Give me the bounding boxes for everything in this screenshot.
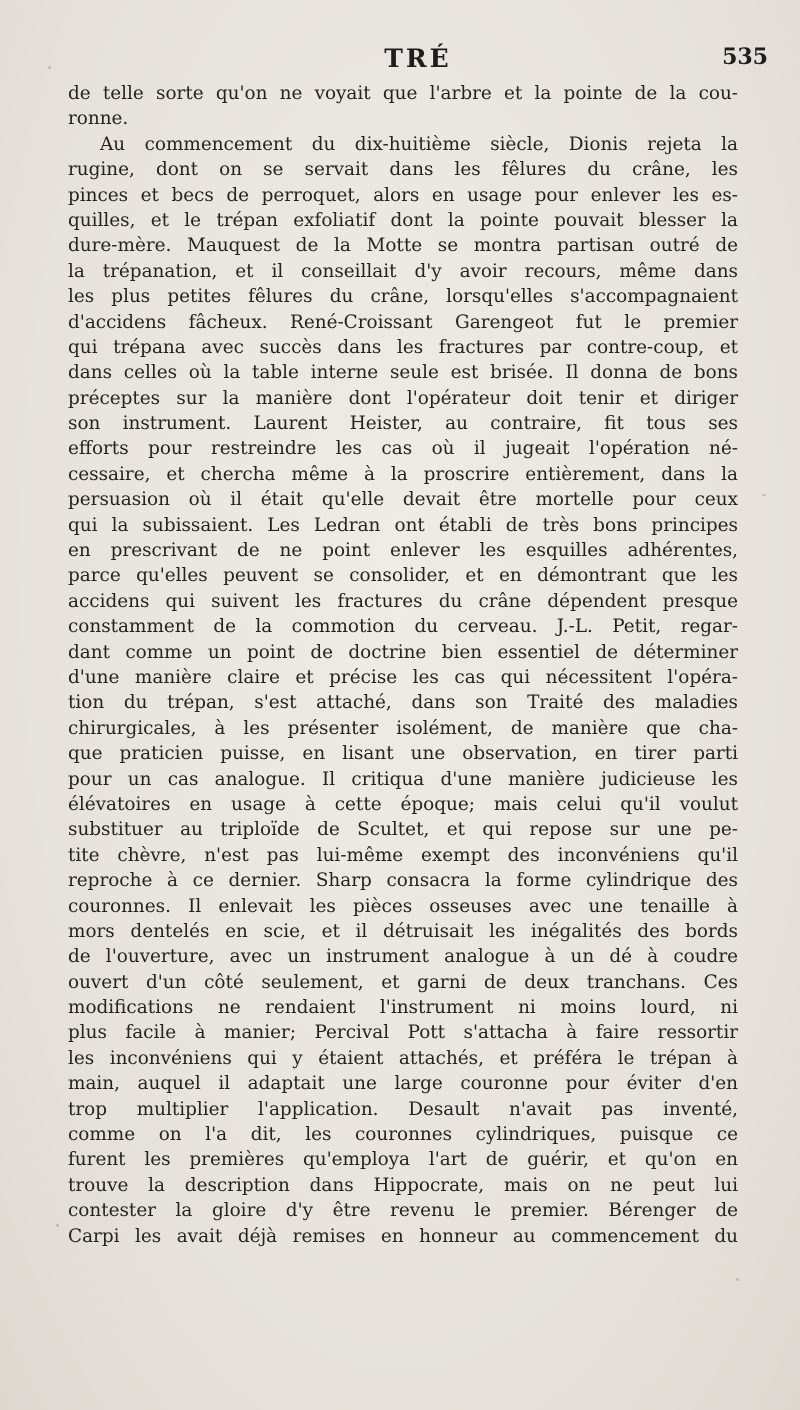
text-line: ronne. xyxy=(68,108,129,130)
text-line: dans celles où la table interne seule est brisée. Il donna de bons xyxy=(68,362,738,384)
text-line: comme on l'a dit, les couronnes cylindriques, puisque ce xyxy=(68,1124,738,1146)
text-line: son instrument. Laurent Heister, au contraire, fit tous ses xyxy=(68,413,738,435)
print-speck xyxy=(56,1224,59,1227)
text-line: de telle sorte qu'on ne voyait que l'arbre et la pointe de la cou- xyxy=(68,83,738,104)
text-line: modifications ne rendaient l'instrument ni moins lourd, ni xyxy=(68,997,738,1019)
text-line: substituer au triploïde de Scultet, et qui repose sur une pe- xyxy=(68,819,738,841)
text-line: Carpi les avait déjà remises en honneur au commencement du xyxy=(68,1225,738,1247)
text-line: couronnes. Il enlevait les pièces osseuses avec une tenaille à xyxy=(68,895,738,917)
text-line: chirurgicales, à les présenter isolément, de manière que cha- xyxy=(68,717,738,739)
text-line: tite chèvre, n'est pas lui-même exempt des inconvéniens qu'il xyxy=(68,844,738,866)
text-line: contester la gloire d'y être revenu le premier. Bérenger de xyxy=(68,1200,738,1222)
text-line: préceptes sur la manière dont l'opérateur doit tenir et diriger xyxy=(68,387,738,409)
text-line: de l'ouverture, avec un instrument analogue à un dé à coudre xyxy=(68,946,738,968)
text-line: que praticien puisse, en lisant une observation, en tirer parti xyxy=(68,743,738,765)
text-line: dure-mère. Mauquest de la Motte se montra partisan outré de xyxy=(68,235,738,257)
text-line: dant comme un point de doctrine bien essentiel de déterminer xyxy=(68,641,738,663)
body-text xyxy=(68,81,738,1249)
text-line: qui la subissaient. Les Ledran ont établi de très bons principes xyxy=(68,514,738,536)
text-line: rugine, dont on se servait dans les fêlures du crâne, les xyxy=(68,159,738,181)
text-line: élévatoires en usage à cette époque; mais celui qu'il voulut xyxy=(68,793,738,815)
text-line: pinces et becs de perroquet, alors en usage pour enlever les es- xyxy=(68,184,738,206)
print-speck xyxy=(736,1278,739,1281)
text-line: quilles, et le trépan exfoliatif dont la pointe pouvait blesser la xyxy=(68,209,738,231)
text-line: reproche à ce dernier. Sharp consacra la forme cylindrique des xyxy=(68,870,738,892)
text-line: Au commencement du dix-huitième siècle, Dionis rejeta la xyxy=(100,133,738,155)
text-line: furent les premières qu'employa l'art de guérir, et qu'on en xyxy=(68,1149,738,1171)
text-line: en prescrivant de ne point enlever les esquilles adhérentes, xyxy=(68,540,738,562)
text-line: plus facile à manier; Percival Pott s'attacha à faire ressortir xyxy=(68,1022,738,1044)
page-header xyxy=(68,44,768,84)
text-line: pour un cas analogue. Il critiqua d'une manière judicieuse les xyxy=(68,768,738,790)
print-speck xyxy=(762,494,766,496)
text-line: main, auquel il adaptait une large couronne pour éviter d'en xyxy=(68,1073,738,1095)
text-line: d'accidens fâcheux. René-Croissant Garengeot fut le premier xyxy=(68,311,738,333)
text-line: efforts pour restreindre les cas où il jugeait l'opération né- xyxy=(68,438,738,460)
print-speck xyxy=(48,66,51,69)
text-line: persuasion où il était qu'elle devait être mortelle pour ceux xyxy=(68,489,738,511)
text-line: les plus petites fêlures du crâne, lorsqu'elles s'accompagnaient xyxy=(68,286,738,308)
text-line: tion du trépan, s'est attaché, dans son Traité des maladies xyxy=(68,692,738,714)
text-line: d'une manière claire et précise les cas qui nécessitent l'opéra- xyxy=(68,666,738,688)
text-line: parce qu'elles peuvent se consolider, et en démontrant que les xyxy=(68,565,738,587)
text-line: accidens qui suivent les fractures du crâne dépendent presque xyxy=(68,590,738,612)
text-line: constamment de la commotion du cerveau. J.-L. Petit, regar- xyxy=(68,616,738,638)
text-line: trouve la description dans Hippocrate, mais on ne peut lui xyxy=(68,1174,738,1196)
text-line: mors dentelés en scie, et il détruisait les inégalités des bords xyxy=(68,920,738,942)
text-line: qui trépana avec succès dans les fractures par contre-coup, et xyxy=(68,336,738,358)
text-line: cessaire, et chercha même à la proscrire entièrement, dans la xyxy=(68,463,738,485)
running-head: TRÉ xyxy=(384,44,452,73)
text-line: la trépanation, et il conseillait d'y avoir recours, même dans xyxy=(68,260,738,282)
page-number: 535 xyxy=(722,44,768,70)
text-line: les inconvéniens qui y étaient attachés, et préféra le trépan à xyxy=(68,1047,738,1069)
text-line: ouvert d'un côté seulement, et garni de deux tranchans. Ces xyxy=(68,971,738,993)
text-line: trop multiplier l'application. Desault n'avait pas inventé, xyxy=(68,1098,738,1120)
